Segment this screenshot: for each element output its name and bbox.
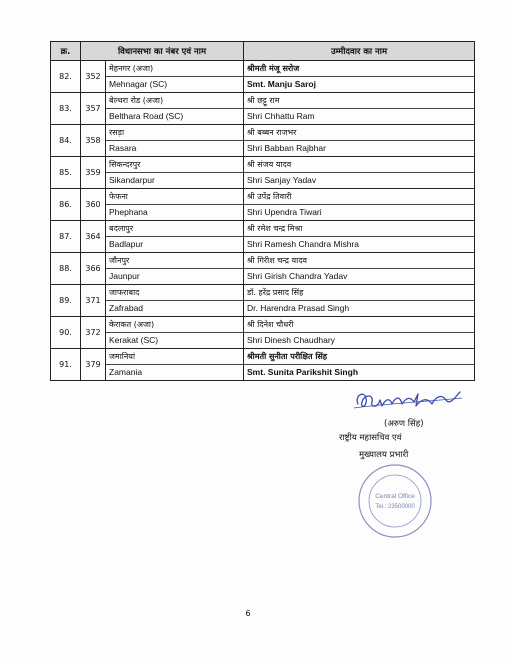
table-row <box>51 61 475 93</box>
row-constituency-number: 360 <box>81 189 106 221</box>
row-constituency <box>106 93 244 125</box>
constituency-name-english: Rasara <box>109 143 137 153</box>
header-constituency: विधानसभा का नंबर एवं नाम <box>81 42 244 61</box>
candidate-name-hindi: श्रीमती सुनीता परीक्षित सिंह <box>244 349 474 365</box>
signatory-name: (अरुण सिंह) <box>384 419 424 429</box>
table-row <box>51 285 475 317</box>
row-constituency <box>106 61 244 93</box>
row-constituency-number: 352 <box>81 61 106 93</box>
row-candidate <box>244 221 475 253</box>
row-candidate <box>244 189 475 221</box>
row-constituency-number: 371 <box>81 285 106 317</box>
row-candidate <box>244 125 475 157</box>
candidate-name-hindi: डॉ. हरेंद्र प्रसाद सिंह <box>244 285 474 301</box>
row-constituency-number: 364 <box>81 221 106 253</box>
constituency-name-hindi: सिकन्दरपुर <box>106 157 243 173</box>
header-candidate: उम्मीदवार का नाम <box>244 42 475 61</box>
candidate-name-english: Shri Babban Rajbhar <box>247 143 326 153</box>
row-serial: 91. <box>51 349 81 381</box>
table-row <box>51 349 475 381</box>
candidate-name-hindi: श्री गिरीश चन्द्र यादव <box>244 253 474 269</box>
constituency-name-hindi: फेफना <box>106 189 243 205</box>
constituency-name-english: Belthara Road (SC) <box>109 111 184 121</box>
row-candidate <box>244 93 475 125</box>
candidate-name-english: Shri Chhattu Ram <box>247 111 315 121</box>
constituency-name-hindi: बेल्थरा रोड (अजा) <box>106 93 243 109</box>
row-serial: 85. <box>51 157 81 189</box>
signatory-title-line1: राष्ट्रीय महासचिव एवं <box>339 433 402 443</box>
candidate-name-english: Shri Sanjay Yadav <box>247 175 317 185</box>
constituency-name-english: Badlapur <box>109 239 144 249</box>
row-constituency-number: 366 <box>81 253 106 285</box>
constituency-name-english: Mehnagar (SC) <box>109 79 168 89</box>
constituency-name-hindi: जमानियां <box>106 349 243 365</box>
header-serial: क्र. <box>51 42 81 61</box>
row-candidate <box>244 253 475 285</box>
candidate-name-english: Shri Ramesh Chandra Mishra <box>247 239 359 249</box>
candidate-name-english: Shri Dinesh Chaudhary <box>247 335 335 345</box>
row-constituency <box>106 221 244 253</box>
constituency-name-english: Zafrabad <box>109 303 144 313</box>
table-row <box>51 253 475 285</box>
row-constituency <box>106 285 244 317</box>
candidate-name-hindi: श्री रमेश चन्द्र मिश्रा <box>244 221 474 237</box>
candidate-name-hindi: श्रीमती मंजू सरोज <box>244 61 474 77</box>
row-constituency-number: 358 <box>81 125 106 157</box>
constituency-name-hindi: बदलापुर <box>106 221 243 237</box>
candidate-name-hindi: श्री उपेंद्र तिवारी <box>244 189 474 205</box>
constituency-name-hindi: जौनपुर <box>106 253 243 269</box>
row-constituency-number: 372 <box>81 317 106 349</box>
row-constituency-number: 379 <box>81 349 106 381</box>
constituency-name-hindi: मेहनगर (अजा) <box>106 61 243 77</box>
constituency-name-english: Sikandarpur <box>109 175 155 185</box>
table-row <box>51 221 475 253</box>
candidate-name-hindi: श्री बब्बन राजभर <box>244 125 474 141</box>
table-body <box>51 61 475 381</box>
row-candidate <box>244 61 475 93</box>
constituency-name-hindi: जाफराबाद <box>106 285 243 301</box>
candidate-name-hindi: श्री संजय यादव <box>244 157 474 173</box>
row-constituency <box>106 157 244 189</box>
constituency-name-english: Kerakat (SC) <box>109 335 159 345</box>
row-constituency <box>106 189 244 221</box>
constituency-name-english: Phephana <box>109 207 148 217</box>
row-serial: 90. <box>51 317 81 349</box>
page-number: 6 <box>245 609 251 618</box>
row-constituency <box>106 349 244 381</box>
row-candidate <box>244 317 475 349</box>
row-serial: 87. <box>51 221 81 253</box>
row-constituency <box>106 125 244 157</box>
row-serial: 88. <box>51 253 81 285</box>
signatory-title-line2: मुख्यालय प्रभारी <box>359 450 409 460</box>
row-constituency <box>106 317 244 349</box>
row-candidate <box>244 285 475 317</box>
row-constituency-number: 359 <box>81 157 106 189</box>
candidate-name-english: Smt. Sunita Parikshit Singh <box>247 367 359 377</box>
constituency-name-english: Zamania <box>109 367 143 377</box>
row-serial: 86. <box>51 189 81 221</box>
candidate-table <box>50 41 475 381</box>
table-row <box>51 157 475 189</box>
row-constituency <box>106 253 244 285</box>
table-row <box>51 125 475 157</box>
candidate-name-hindi: श्री छट्टू राम <box>244 93 474 109</box>
row-serial: 83. <box>51 93 81 125</box>
candidate-name-hindi: श्री दिनेश चौधरी <box>244 317 474 333</box>
table-row <box>51 93 475 125</box>
signature-mark <box>352 386 464 416</box>
stamp-line2: Tel.: 23500000 <box>375 504 415 510</box>
table-row <box>51 317 475 349</box>
row-serial: 89. <box>51 285 81 317</box>
constituency-name-english: Jaunpur <box>109 271 140 281</box>
stamp-line1: Central Office <box>375 493 415 500</box>
table-header-row <box>51 42 475 61</box>
candidate-name-english: Dr. Harendra Prasad Singh <box>247 303 350 313</box>
candidate-name-english: Smt. Manju Saroj <box>247 79 316 89</box>
row-candidate <box>244 349 475 381</box>
row-constituency-number: 357 <box>81 93 106 125</box>
office-stamp <box>356 462 434 540</box>
constituency-name-hindi: केराकत (अजा) <box>106 317 243 333</box>
table-row <box>51 189 475 221</box>
row-serial: 82. <box>51 61 81 93</box>
row-serial: 84. <box>51 125 81 157</box>
candidate-name-english: Shri Girish Chandra Yadav <box>247 271 348 281</box>
constituency-name-hindi: रसड़ा <box>106 125 243 141</box>
candidate-name-english: Shri Upendra Tiwari <box>247 207 322 217</box>
row-candidate <box>244 157 475 189</box>
